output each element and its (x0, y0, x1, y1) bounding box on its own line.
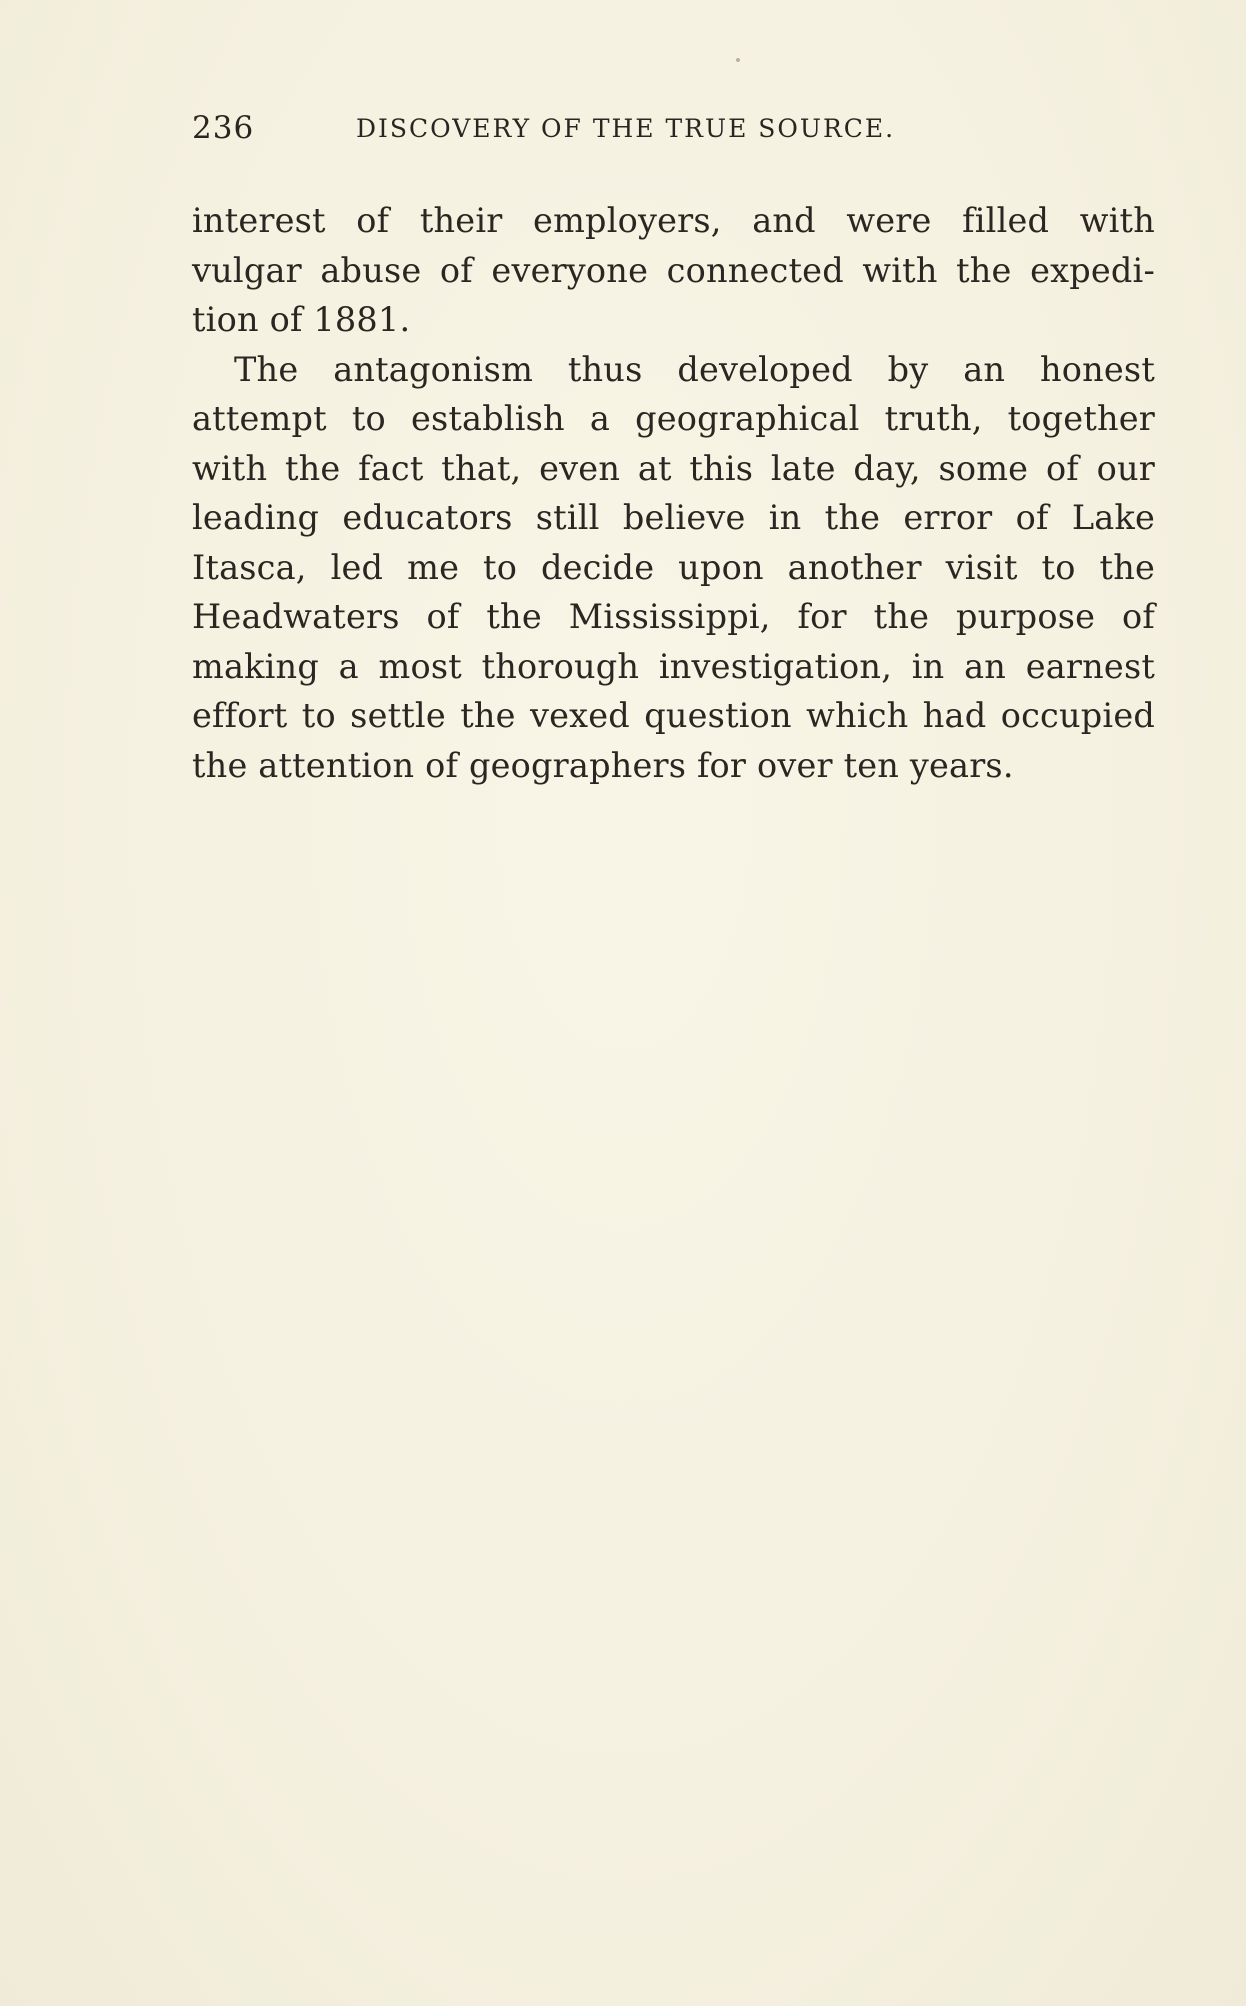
text-line: the attention of geographers for over ten years. (192, 745, 1014, 785)
page-number: 236 (192, 110, 255, 146)
paragraph-1 (192, 196, 1155, 345)
text-line: Headwaters of the Mississippi, for the purpose of (192, 597, 1155, 636)
running-head (192, 110, 1152, 150)
text-line: effort to settle the vexed question which had occupied (192, 696, 1155, 735)
text-line: leading educators still believe in the error of Lake (192, 498, 1155, 537)
text-line: attempt to establish a geographical truth, together (192, 399, 1155, 438)
running-title: DISCOVERY OF THE TRUE SOURCE. (356, 114, 896, 143)
text-line: Itasca, led me to decide upon another visit to the (192, 547, 1155, 587)
paragraph-2 (192, 345, 1155, 791)
text-line: with the fact that, even at this late day, some of our (192, 448, 1155, 488)
text-line: tion of 1881. (192, 300, 411, 339)
text-line: making a most thorough investigation, in an earnest (192, 646, 1155, 686)
text-line: vulgar abuse of everyone connected with the expedi- (192, 250, 1155, 290)
paper-speck (736, 58, 740, 62)
text-line: The antagonism thus developed by an honest (234, 349, 1155, 389)
body-text (192, 196, 1155, 790)
text-line: interest of their employers, and were filled with (192, 201, 1155, 240)
